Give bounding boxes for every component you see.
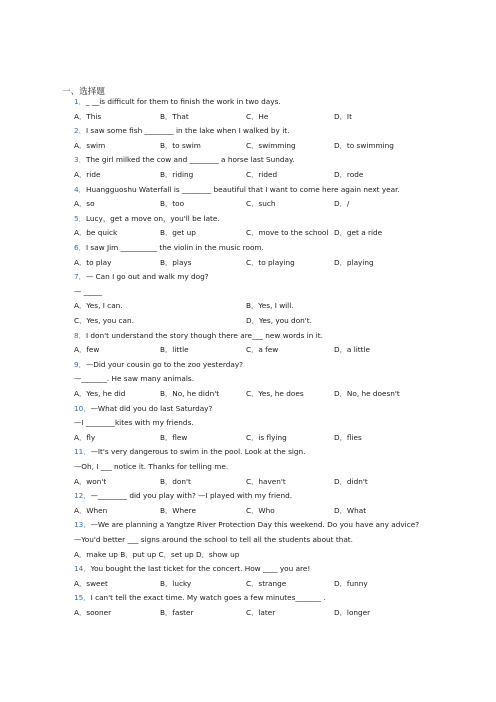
option-d[interactable]: D．rode — [334, 170, 364, 179]
option-a[interactable]: A．When — [74, 505, 108, 515]
option-b[interactable]: B．to swim — [160, 140, 201, 150]
question-text: I saw Jim __________ the violin in the music room. — [85, 243, 264, 252]
question-number: 3． — [74, 155, 86, 165]
option-c[interactable]: C．swimming — [246, 140, 296, 150]
question-number: 2． — [74, 126, 86, 136]
option-c[interactable]: C．Who — [246, 505, 275, 515]
option-a[interactable]: A．fly — [74, 432, 96, 442]
question-text: I can't tell the exact time. My watch goes a few minutes_______ . — [90, 593, 326, 603]
question-number: 11． — [74, 447, 91, 457]
option-b[interactable]: B．No, he didn't — [160, 389, 220, 398]
option-d[interactable]: D．playing — [334, 257, 374, 267]
option-a[interactable]: A．sooner — [74, 608, 112, 617]
option-d[interactable]: D．longer — [334, 608, 371, 617]
option-d[interactable]: D．It — [334, 111, 352, 121]
question-12 — [74, 491, 292, 500]
option-c[interactable]: C．Yes, you can. — [74, 316, 134, 325]
question-number: 10． — [74, 403, 91, 413]
option-d[interactable]: D．funny — [334, 578, 368, 588]
question-text: The girl milked the cow and ________ a horse last Sunday. — [85, 155, 295, 165]
option-b[interactable]: B．too — [160, 199, 185, 209]
question-6 — [74, 243, 264, 252]
question-text: —What did you do last Saturday? — [90, 403, 213, 413]
option-a[interactable]: A．few — [74, 345, 100, 355]
question-14 — [74, 564, 310, 573]
option-b[interactable]: B．little — [160, 345, 189, 355]
option-a[interactable]: A．so — [74, 199, 95, 209]
options-inline: A．make up B．put up C．set up D．show up — [74, 549, 240, 559]
question-text: —________ did you play with? —I played with my friend. — [90, 491, 293, 501]
option-b[interactable]: B．Where — [160, 505, 196, 515]
question-text: Lucy，get a move on，you'll be late. — [85, 213, 220, 223]
question-text: I saw some fish ________ in the lake when I walked by it. — [85, 126, 290, 136]
question-13 — [74, 520, 419, 529]
question-number: 6． — [74, 243, 86, 252]
option-c[interactable]: C．He — [246, 111, 269, 121]
option-d[interactable]: D．/ — [334, 199, 350, 209]
question-1 — [74, 97, 281, 106]
question-number: 5． — [74, 213, 86, 223]
option-b[interactable]: B．lucky — [160, 578, 192, 588]
option-a[interactable]: A．sweet — [74, 578, 108, 588]
question-number: 9． — [74, 359, 86, 369]
question-number: 1． — [74, 97, 86, 106]
question-text: Huangguoshu Waterfall is ________ beautiful that I want to come here again next year. — [85, 184, 400, 194]
option-a[interactable]: A．to play — [74, 257, 112, 267]
option-c[interactable]: C．such — [246, 199, 276, 209]
question-extra-line: —_______. He saw many animals. — [74, 374, 195, 384]
question-4 — [74, 185, 400, 194]
option-d[interactable]: D．No, he doesn't — [334, 389, 400, 398]
section-title: 一、选择题 — [62, 87, 105, 97]
question-number: 4． — [74, 184, 86, 194]
question-5 — [74, 214, 220, 223]
question-text: — Can I go out and walk my dog? — [85, 272, 209, 282]
question-text: You bought the last ticket for the concert. How ____ you are! — [90, 564, 311, 574]
option-a[interactable]: A．swim — [74, 140, 106, 150]
option-d[interactable]: D．flies — [334, 432, 362, 442]
option-c[interactable]: C．haven't — [246, 476, 286, 486]
question-7 — [74, 272, 209, 281]
question-extra-line: —Oh, I ___ notice it. Thanks for telling me. — [74, 462, 229, 471]
question-number: 14． — [74, 564, 91, 574]
option-a[interactable]: A．be quick — [74, 228, 118, 238]
option-c[interactable]: C．strange — [246, 578, 287, 588]
option-c[interactable]: C．is flying — [246, 432, 287, 442]
question-9 — [74, 360, 243, 369]
option-c[interactable]: C．later — [246, 608, 276, 617]
option-b[interactable]: B．plays — [160, 257, 192, 267]
option-a[interactable]: A．ride — [74, 170, 101, 179]
option-b[interactable]: B．That — [160, 111, 189, 121]
option-b[interactable]: B．faster — [160, 608, 194, 617]
question-text: I don't understand the story though there are___ new words in it. — [85, 330, 323, 340]
option-a[interactable]: A．Yes, I can. — [74, 301, 123, 311]
question-text: —Did your cousin go to the zoo yesterday? — [85, 359, 244, 369]
question-text: —It's very dangerous to swim in the pool. Look at the sign. — [90, 447, 306, 457]
question-extra-line: —You'd better ___ signs around the school to tell all the students about that. — [74, 535, 353, 544]
option-b[interactable]: B．don't — [160, 476, 191, 486]
question-number: 8． — [74, 330, 86, 340]
question-11 — [74, 447, 306, 456]
option-b[interactable]: B．get up — [160, 228, 196, 238]
option-d[interactable]: D．get a ride — [334, 228, 383, 238]
option-d[interactable]: D．a little — [334, 345, 370, 355]
option-c[interactable]: C．rided — [246, 170, 278, 179]
option-a[interactable]: A．won't — [74, 476, 107, 486]
option-d[interactable]: D．Yes, you don't. — [246, 316, 312, 325]
option-d[interactable]: D．didn't — [334, 476, 368, 486]
option-d[interactable]: D．What — [334, 505, 367, 515]
question-extra-line: — _____ — [74, 286, 102, 296]
question-number: 15． — [74, 593, 91, 603]
question-number: 13． — [74, 520, 91, 530]
option-b[interactable]: B．riding — [160, 170, 194, 179]
option-a[interactable]: A．Yes, he did — [74, 389, 126, 398]
option-b[interactable]: B．Yes, I will. — [246, 301, 294, 311]
question-10 — [74, 404, 212, 413]
question-2 — [74, 126, 289, 135]
option-c[interactable]: C．a few — [246, 345, 279, 355]
question-number: 7． — [74, 272, 86, 282]
option-c[interactable]: C．Yes, he does — [246, 389, 304, 398]
option-c[interactable]: C．move to the school — [246, 228, 329, 238]
question-number: 12． — [74, 491, 91, 501]
option-c[interactable]: C．to playing — [246, 257, 295, 267]
question-3 — [74, 155, 295, 164]
question-text: _ __is difficult for them to finish the work in two days. — [85, 97, 281, 106]
question-extra-line: —I ________kites with my friends. — [74, 418, 194, 428]
question-text: —We are planning a Yangtze River Protection Day this weekend. Do you have any advice? — [90, 520, 420, 530]
question-15 — [74, 593, 326, 602]
option-b[interactable]: B．flew — [160, 432, 188, 442]
question-8 — [74, 331, 323, 340]
option-d[interactable]: D．to swimming — [334, 140, 394, 150]
option-a[interactable]: A．This — [74, 111, 102, 121]
